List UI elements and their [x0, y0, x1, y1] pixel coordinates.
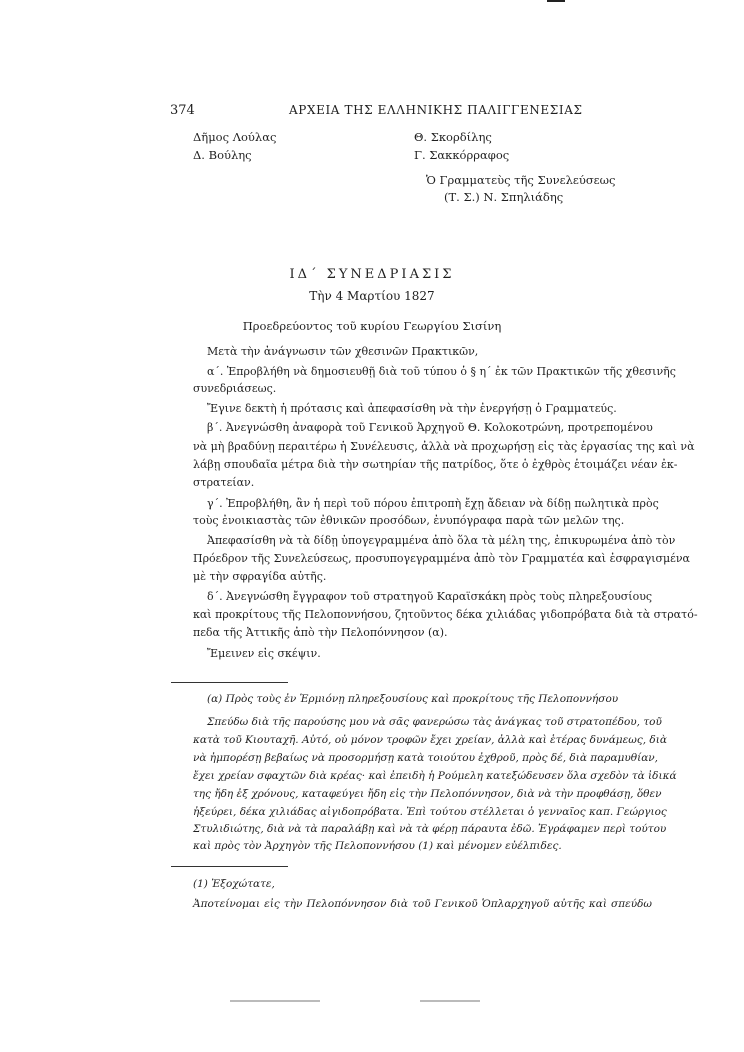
footnote-line: Σπεύδω διὰ τῆς παρούσης μου νὰ σᾶς φανερώσω τὰς ἀνάγκας τοῦ στρατοπέδου, τοῦ [207, 716, 662, 728]
body-line: β΄. Ἀνεγνώσθη ἀναφορὰ τοῦ Γενικοῦ Ἀρχηγοῦ Θ. Κολοκοτρώνη, προτρεπομένου [207, 421, 653, 434]
body-line: νὰ μὴ βραδύνῃ περαιτέρω ἡ Συνέλευσις, ἀλλὰ νὰ προχωρήσῃ εἰς τὰς ἐργασίας της καὶ νὰ [193, 440, 695, 453]
footnote-1-heading: (1) Ἐξοχώτατε, [193, 878, 275, 890]
scan-artifact [230, 1000, 320, 1002]
footnote-a-heading: (α) Πρὸς τοὺς ἐν Ἑρμιόνῃ πληρεξουσίους καὶ προκρίτους τῆς Πελοποννήσου [207, 693, 619, 705]
body-line: Ἀπεφασίσθη νὰ τὰ δίδῃ ὑπογεγραμμένα ἀπὸ ὅλα τὰ μέλη της, ἐπικυρωμένα ἀπὸ τὸν [207, 534, 676, 547]
body-line: καὶ προκρίτους τῆς Πελοποννήσου, ζητοῦντος δέκα χιλιάδας γιδοπρόβατα διὰ τὰ στρατό- [193, 608, 698, 621]
signature-left-2: Δ. Βούλης [193, 148, 252, 162]
body-line: Πρόεδρον τῆς Συνελεύσεως, προσυπογεγραμμένα ἀπὸ τὸν Γραμματέα καὶ ἐσφραγισμένα [193, 552, 690, 565]
session-date: Τὴν 4 Μαρτίου 1827 [309, 289, 435, 303]
page-number: 374 [170, 103, 195, 118]
footnote-line: καὶ πρὸς τὸν Ἀρχηγὸν τῆς Πελοποννήσου (1) καὶ μένομεν εὐέλπιδες. [193, 840, 562, 852]
scan-artifact [420, 1000, 480, 1002]
footnote-rule [171, 682, 288, 683]
body-line: Μετὰ τὴν ἀνάγνωσιν τῶν χθεσινῶν Πρακτικῶν, [207, 345, 479, 358]
body-line: Ἔγινε δεκτὴ ἡ πρότασις καὶ ἀπεφασίσθη νὰ τὴν ἐνεργήσῃ ὁ Γραμματεύς. [207, 402, 617, 415]
footnote-line: κατὰ τοῦ Κιουταχῆ. Αὐτό, οὐ μόνον τροφῶν ἔχει χρείαν, ἀλλὰ καὶ ἑτέρας δυνάμεως, διὰ [193, 734, 667, 746]
signature-right-2: Γ. Σακκόρραφος [414, 148, 510, 162]
body-line: Ἔμεινεν εἰς σκέψιν. [207, 647, 321, 660]
running-title: ΑΡΧΕΙΑ ΤΗΣ ΕΛΛΗΝΙΚΗΣ ΠΑΛΙΓΓΕΝΕΣΙΑΣ [289, 103, 583, 117]
footnote-line: Ἀποτείνομαι εἰς τὴν Πελοπόννησον διὰ τοῦ Γενικοῦ Ὁπλαρχηγοῦ αὐτῆς καὶ σπεύδω [193, 898, 652, 910]
body-line: στρατείαν. [193, 476, 255, 489]
footnote-line: ἠξεύρει, δέκα χιλιάδας αἰγιδοπρόβατα. Ἐπὶ τούτου στέλλεται ὁ γενναῖος καπ. Γεώργιος [193, 806, 667, 818]
footnote-line: νὰ ἠμπορέσῃ βεβαίως νὰ προσορμήσῃ κατὰ τοιούτου ἐχθροῦ, πρὸς δέ, διὰ παραμυθίαν, [193, 752, 659, 764]
body-line: συνεδριάσεως. [193, 382, 277, 395]
body-line: μὲ τὴν σφραγίδα αὐτῆς. [193, 570, 327, 583]
footnote-line: Στυλιδιώτης, διὰ νὰ τὰ παραλάβῃ καὶ νὰ τὰ φέρῃ πάραυτα ἐδῶ. Ἐγράφαμεν περὶ τούτου [193, 823, 667, 835]
footnote-line: ἔχει χρείαν σφαχτῶν διὰ κρέας· καὶ ἐπειδὴ ἡ Ρούμελη κατεξώδευσεν ὅλα σχεδὸν τὰ ἰδικά [193, 770, 677, 782]
secretary-name: (Τ. Σ.) Ν. Σπηλιάδης [444, 190, 564, 204]
session-chair: Προεδρεύοντος τοῦ κυρίου Γεωργίου Σισίνη [242, 319, 502, 333]
body-line: λάβῃ σπουδαῖα μέτρα διὰ τὴν σωτηρίαν τῆς πατρίδος, ὅτε ὁ ἐχθρὸς ἑτοιμάζει νέαν ἐκ- [193, 458, 678, 471]
footnote-line: της ἤδη ἐξ χρόνους, καταφεύγει ἤδη εἰς τὴν Πελοπόννησον, διὰ νὰ τὴν προφθάσῃ, ὅθεν [193, 788, 662, 800]
footnote-rule [171, 866, 288, 867]
secretary-title: Ὁ Γραμματεὺς τῆς Συνελεύσεως [426, 173, 616, 187]
signature-right-1: Θ. Σκορδίλης [414, 130, 492, 144]
body-line: τοὺς ἐνοικιαστὰς τῶν ἐθνικῶν προσόδων, ἐνυπόγραφα παρὰ τῶν μελῶν της. [193, 514, 625, 527]
scan-top-mark [547, 0, 565, 2]
session-title: ΙΔ΄ ΣΥΝΕΔΡΙΑΣΙΣ [289, 267, 455, 282]
signature-left-1: Δῆμος Λούλας [193, 130, 277, 144]
body-line: γ΄. Ἐπροβλήθη, ἂν ἡ περὶ τοῦ πόρου ἐπιτροπὴ ἔχῃ ἄδειαν νὰ δίδῃ πωλητικὰ πρὸς [207, 497, 659, 510]
body-line: δ΄. Ἀνεγνώσθη ἔγγραφον τοῦ στρατηγοῦ Καραϊσκάκη πρὸς τοὺς πληρεξουσίους [207, 590, 653, 603]
body-line: α΄. Ἐπροβλήθη νὰ δημοσιευθῇ διὰ τοῦ τύπου ὁ § η΄ ἐκ τῶν Πρακτικῶν τῆς χθεσινῆς [207, 365, 676, 378]
body-line: πεδα τῆς Ἀττικῆς ἀπὸ τὴν Πελοπόννησον (α). [193, 626, 448, 639]
